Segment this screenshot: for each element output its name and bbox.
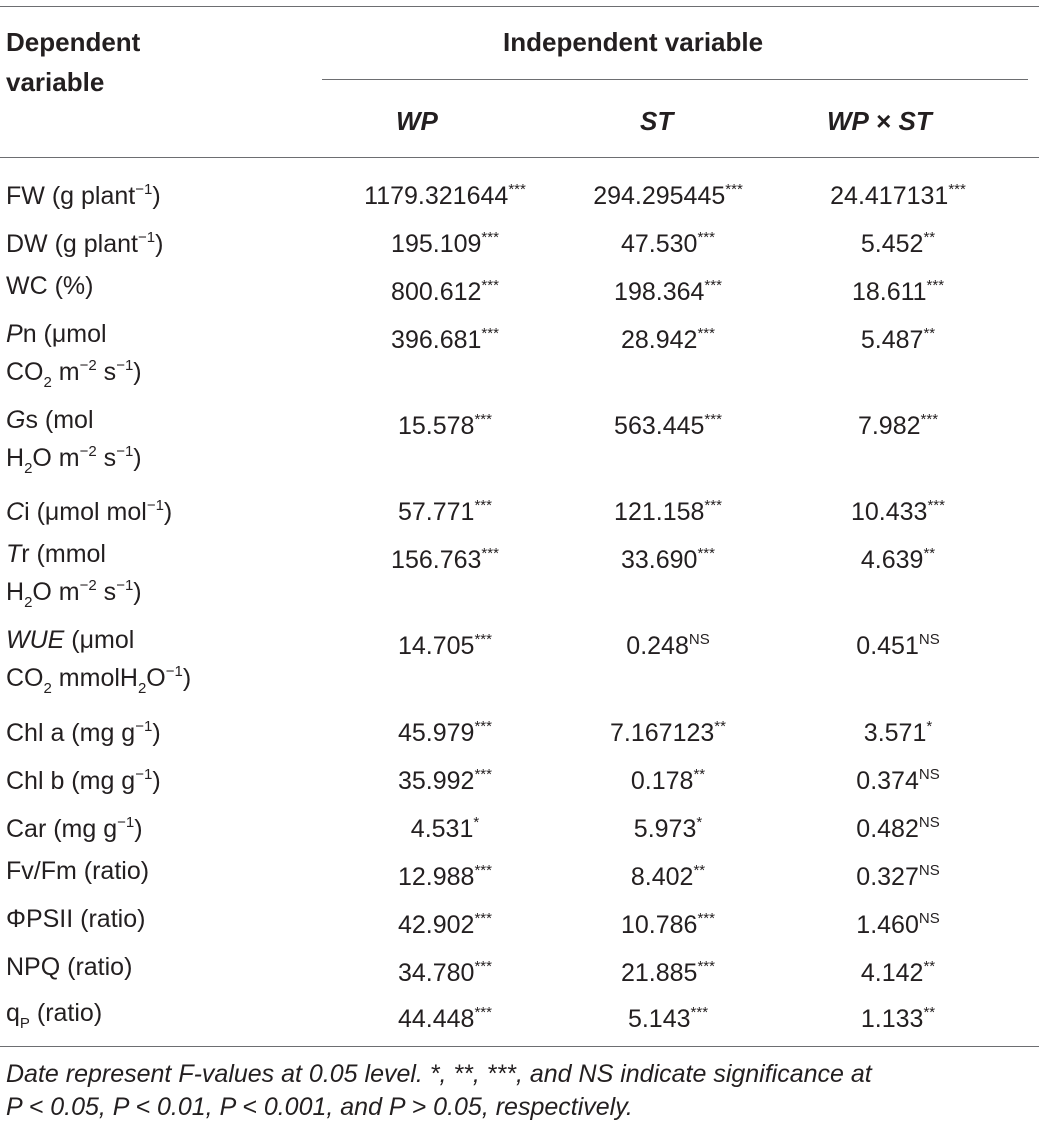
row-label: Chl a (mg $g^{-1}$) [6, 718, 161, 747]
value-wp-x-st: 4.142** [860, 958, 936, 987]
value-wp-x-st: $1.460^{NS}$ [856, 910, 940, 939]
row-label: NPQ (ratio) [6, 953, 133, 981]
top-rule [0, 6, 1039, 7]
value-wp: 4.531* [410, 814, 480, 843]
significance-mark: NS [688, 631, 710, 648]
value-st: 10.786*** [621, 910, 715, 939]
row-label: $q_P$ (ratio) [6, 999, 103, 1032]
significance-mark: NS [918, 862, 940, 879]
significance-mark: *** [697, 958, 715, 975]
value-st: 0.178** [630, 766, 706, 795]
value-st: 198.364*** [614, 277, 722, 306]
significance-mark: ** [923, 1004, 936, 1021]
significance-mark: *** [948, 181, 966, 198]
value-wp: 42.902*** [398, 910, 492, 939]
significance-mark: *** [474, 411, 492, 428]
value-st: 47.530*** [621, 229, 715, 258]
significance-mark: *** [920, 411, 939, 428]
significance-mark: *** [704, 411, 722, 428]
significance-mark: *** [474, 631, 492, 648]
value-wp-x-st: 5.452** [860, 229, 936, 258]
independent-underline [322, 79, 1028, 80]
significance-mark: *** [481, 325, 499, 342]
row-label: Fv/Fm (ratio) [6, 857, 150, 885]
row-label: Car (mg $g^{-1}$) [6, 814, 143, 843]
significance-mark: *** [474, 910, 492, 927]
significance-mark: NS [918, 631, 940, 648]
value-wp: 34.780*** [398, 958, 492, 987]
value-wp: 35.992*** [398, 766, 492, 795]
significance-mark: ** [923, 545, 936, 562]
independent-variable-header: Independent variable [503, 27, 764, 57]
significance-mark: *** [474, 718, 492, 735]
significance-mark: ** [923, 229, 936, 246]
significance-mark: *** [926, 277, 945, 294]
value-wp: 44.448*** [398, 1004, 492, 1033]
significance-mark: *** [481, 545, 499, 562]
value-wp: 396.681*** [391, 325, 499, 354]
value-wp: 45.979*** [398, 718, 492, 747]
dependent-header-line1: Dependent [6, 27, 141, 57]
row-label: FW (g plant$^{-1}$) [6, 181, 161, 210]
significance-mark: *** [704, 497, 722, 514]
significance-mark: *** [474, 766, 492, 783]
significance-mark: *** [474, 862, 492, 879]
value-wp-x-st: 4.639** [860, 545, 936, 574]
table-footnote [6, 1058, 1034, 1124]
significance-mark: NS [918, 814, 940, 831]
significance-mark: *** [704, 277, 722, 294]
significance-mark: *** [481, 277, 499, 294]
value-wp: 800.612*** [391, 277, 499, 306]
value-wp-x-st: $0.451^{NS}$ [856, 631, 940, 660]
header-bottom-rule [0, 157, 1039, 158]
bottom-rule [0, 1046, 1039, 1047]
significance-mark: *** [690, 1004, 709, 1021]
value-wp: 12.988*** [398, 862, 492, 891]
value-st: 33.690*** [621, 545, 715, 574]
value-wp: 1179.321644*** [364, 181, 526, 210]
value-wp-x-st: 1.133** [860, 1004, 936, 1033]
row-label: WUE (μmol $CO_2$ $mmolH_2O^{-1}$) [6, 626, 192, 697]
significance-mark: NS [918, 766, 940, 783]
value-st: 7.167123** [610, 718, 726, 747]
significance-mark: *** [508, 181, 526, 198]
significance-mark: *** [474, 497, 492, 514]
value-wp-x-st: $0.482^{NS}$ [856, 814, 940, 843]
dependent-variable-header [6, 22, 140, 102]
value-wp-x-st: 7.982*** [857, 411, 939, 440]
row-label: Gs (mol $H_2O$ $m^{-2}$ $s^{-1}$) [6, 406, 142, 477]
significance-mark: *** [481, 229, 499, 246]
value-st: 5.143*** [627, 1004, 709, 1033]
row-label: Tr (mmol $H_2O$ $m^{-2}$ $s^{-1}$) [6, 540, 142, 611]
significance-mark: ** [714, 718, 726, 735]
column-header-wp: WP [396, 106, 438, 136]
column-header-st: ST [640, 106, 674, 136]
value-wp-x-st: 3.571* [863, 718, 933, 747]
significance-mark: ** [693, 862, 706, 879]
value-wp-x-st: $0.374^{NS}$ [856, 766, 940, 795]
significance-mark: * [926, 718, 933, 735]
significance-mark: *** [725, 181, 743, 198]
significance-mark: *** [927, 497, 945, 514]
significance-mark: *** [697, 545, 715, 562]
row-label: Pn (μmol $CO_2$ $m^{-2}$ $s^{-1}$) [6, 320, 142, 391]
value-wp-x-st: 24.417131*** [830, 181, 966, 210]
row-label: WC (%) [6, 272, 94, 300]
significance-mark: *** [697, 325, 715, 342]
row-label: Chl b (mg $g^{-1}$) [6, 766, 161, 795]
footnote-line1: Date represent F-values at 0.05 level. *, **, ***, and NS indicate significance at [6, 1060, 872, 1088]
value-st: 21.885*** [621, 958, 715, 987]
column-header-wp-x-st: WP × ST [827, 106, 932, 136]
value-wp: 156.763*** [391, 545, 499, 574]
value-st: 28.942*** [621, 325, 715, 354]
significance-mark: *** [474, 958, 492, 975]
value-wp: 195.109*** [391, 229, 499, 258]
value-wp: 14.705*** [398, 631, 492, 660]
footnote-line2: P < 0.05, P < 0.01, P < 0.001, and P > 0.05, respectively. [6, 1093, 633, 1121]
significance-mark: *** [697, 910, 715, 927]
significance-mark: ** [693, 766, 706, 783]
value-wp-x-st: 10.433*** [851, 497, 945, 526]
dependent-header-line2: variable [6, 67, 105, 97]
value-wp-x-st: 5.487** [860, 325, 936, 354]
value-st: 8.402** [630, 862, 706, 891]
value-st: 563.445*** [614, 411, 722, 440]
significance-mark: *** [474, 1004, 492, 1021]
value-wp: 57.771*** [398, 497, 492, 526]
value-wp: 15.578*** [398, 411, 492, 440]
value-st: $0.248^{NS}$ [626, 631, 710, 660]
significance-mark: ** [923, 325, 936, 342]
significance-mark: NS [918, 910, 940, 927]
significance-mark: * [473, 814, 480, 831]
value-st: 121.158*** [614, 497, 722, 526]
significance-mark: ** [923, 958, 936, 975]
value-wp-x-st: $0.327^{NS}$ [856, 862, 940, 891]
row-label: Ci (μmol mol$^{-1}$) [6, 497, 173, 526]
significance-mark: * [696, 814, 703, 831]
value-wp-x-st: 18.611*** [851, 277, 945, 306]
value-st: 5.973* [633, 814, 703, 843]
significance-mark: *** [697, 229, 715, 246]
value-st: 294.295445*** [593, 181, 743, 210]
row-label: ΦPSII (ratio) [6, 905, 146, 933]
row-label: DW (g plant$^{-1}$) [6, 229, 164, 258]
